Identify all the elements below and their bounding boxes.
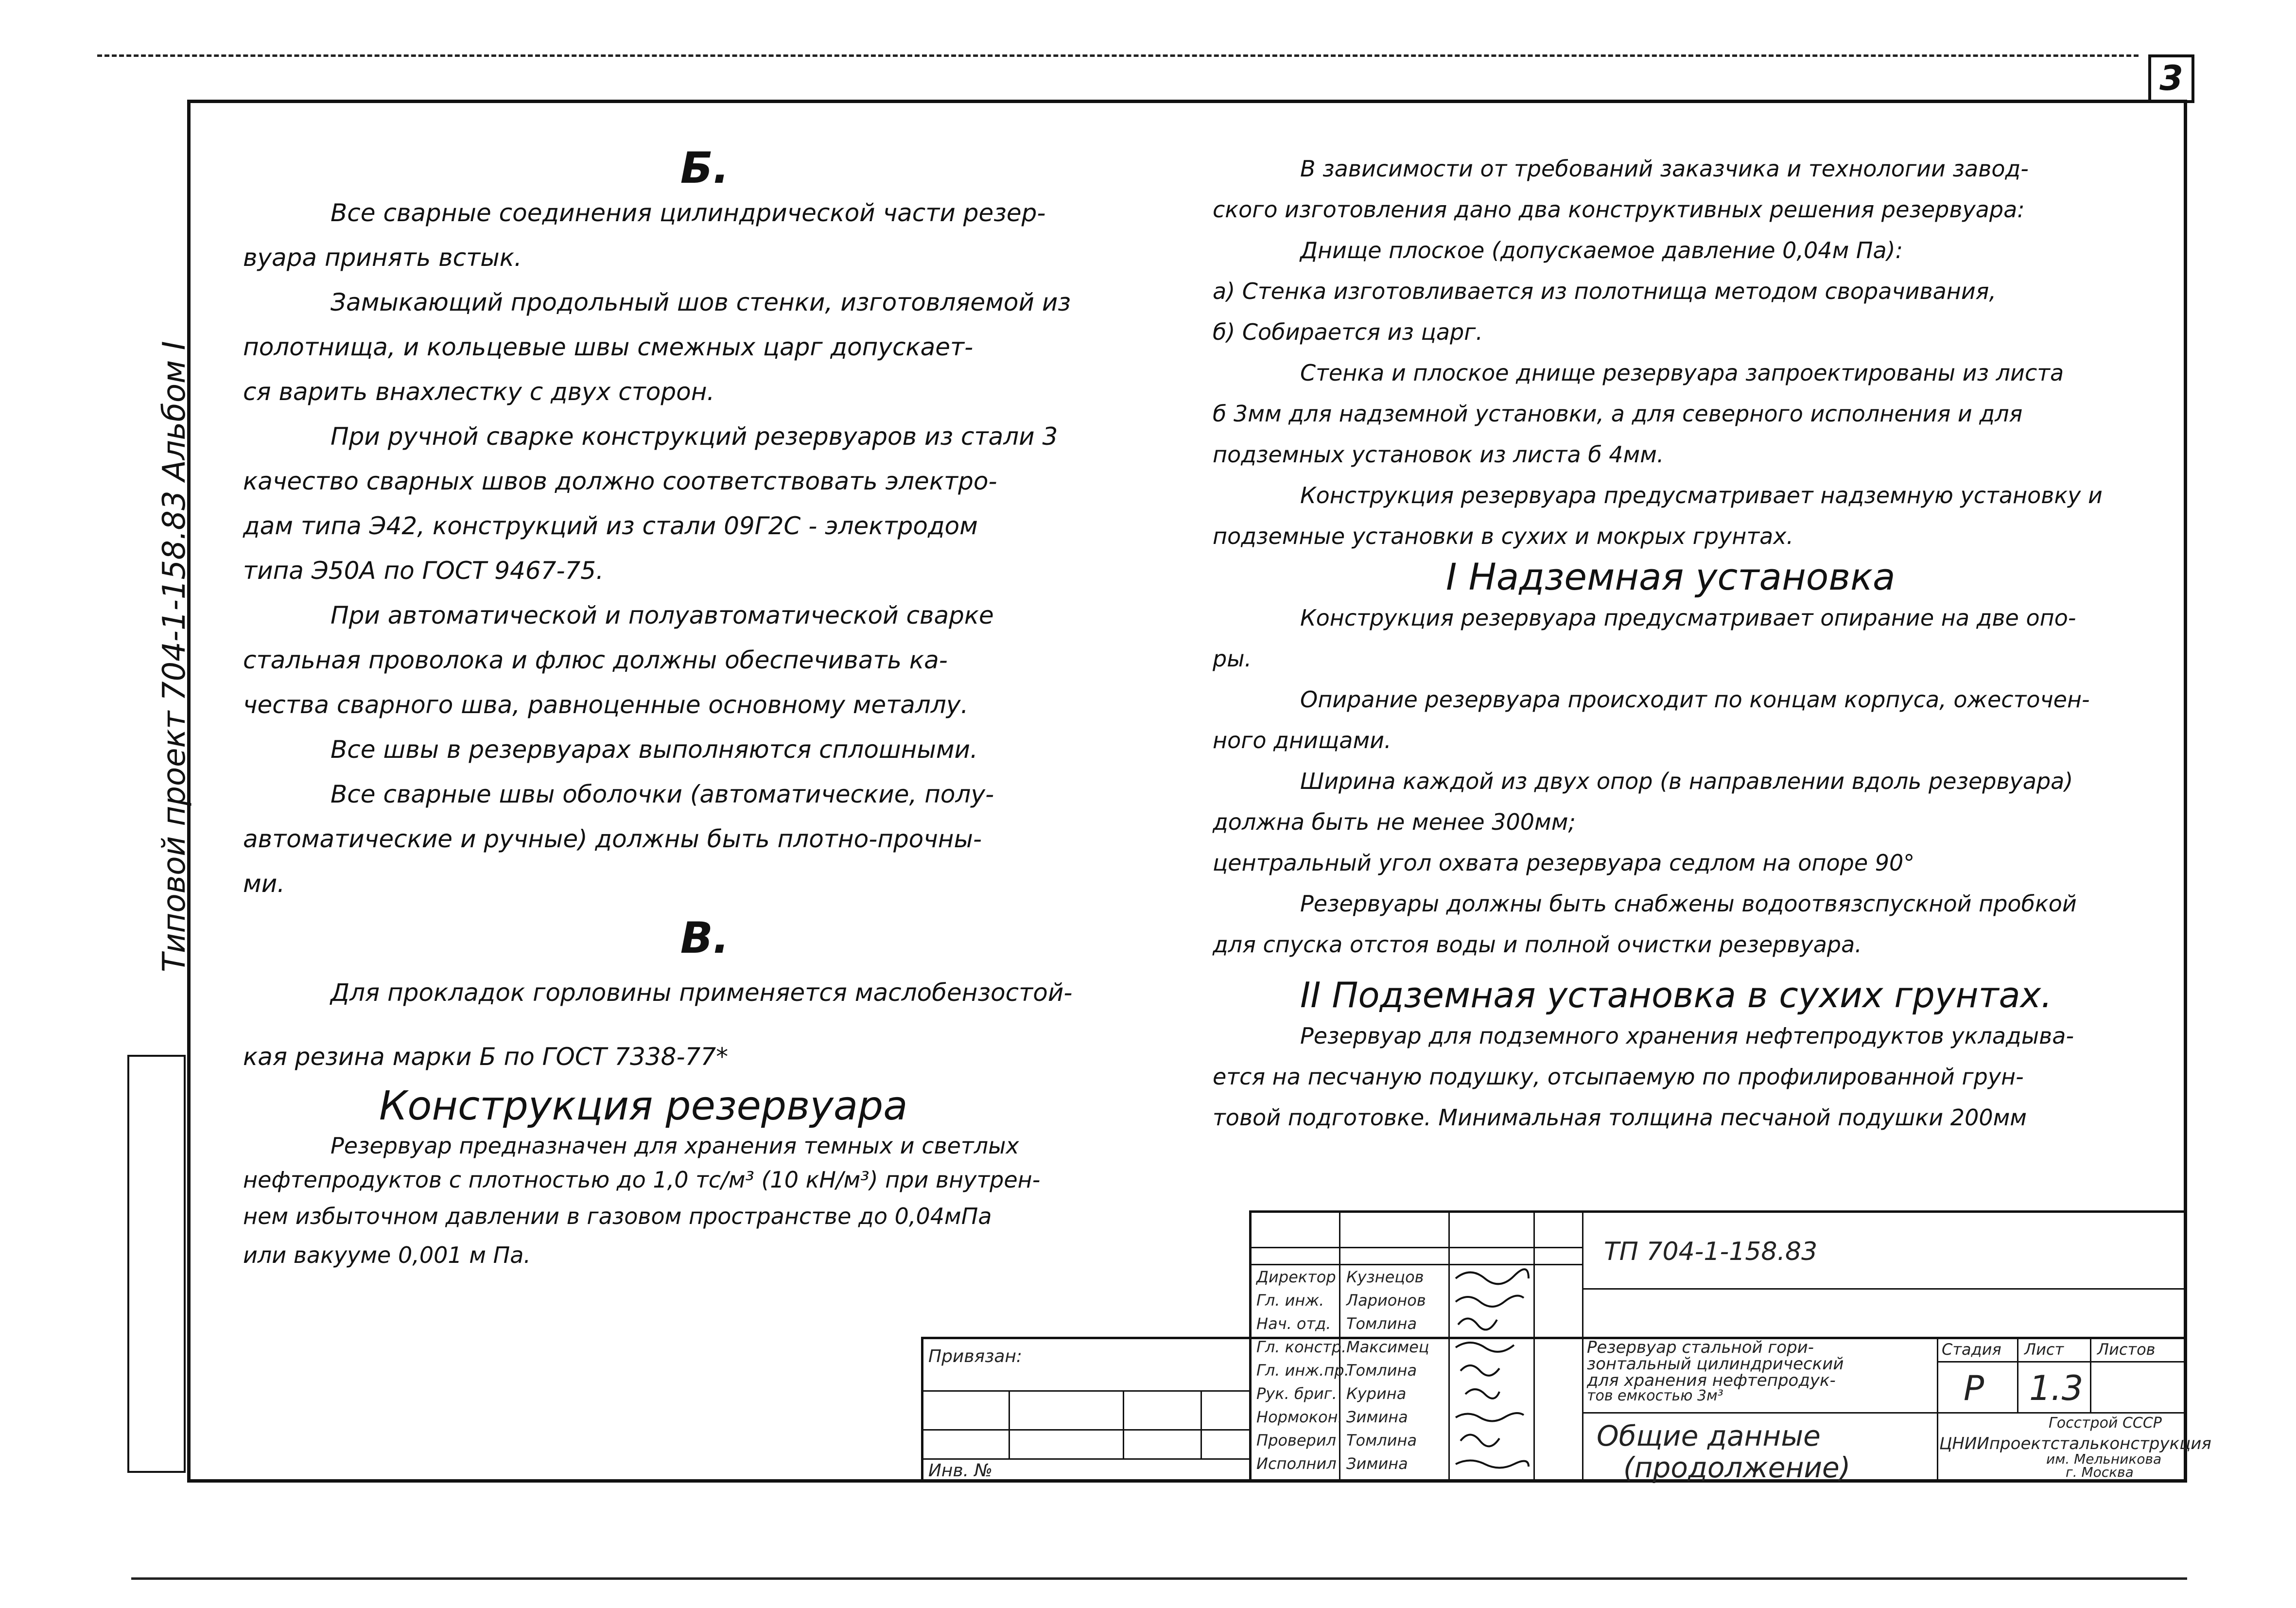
heading-above-ground: I Надземная установка — [1446, 555, 1896, 598]
grid-line — [1200, 1390, 1202, 1458]
stage-label: Стадия — [1942, 1340, 2001, 1359]
description-line: тов емкостью 3м³ — [1587, 1387, 1723, 1404]
org-line: ЦНИИпроектстальконструкция — [1939, 1434, 2211, 1453]
text-line: Конструкция резервуара предусматривает опирание на две опо- — [1300, 605, 2076, 631]
sheets-label: Листов — [2097, 1340, 2156, 1359]
grid-line — [1582, 1412, 2187, 1414]
text-line: Все сварные соединения цилиндрической части резер- — [330, 199, 1046, 227]
text-line: подземных установок из листа б 4мм. — [1213, 441, 1664, 468]
grid-line — [921, 1429, 1249, 1431]
role: Исполнил — [1256, 1454, 1337, 1473]
text-line: б) Собирается из царг. — [1213, 319, 1483, 345]
description-line: для хранения нефтепродук- — [1587, 1371, 1836, 1390]
heading-underground-dry: II Подземная установка в сухих грунтах. — [1300, 975, 2052, 1015]
text-line: При ручной сварке конструкций резервуаров из стали 3 — [330, 422, 1058, 451]
text-line: вуара принять встык. — [243, 244, 522, 272]
name: Томлина — [1346, 1361, 1417, 1380]
description-line: Резервуар стальной гори- — [1587, 1338, 1814, 1357]
grid-line — [1249, 1264, 1582, 1265]
grid-line — [921, 1390, 1249, 1392]
org-line: г. Москва — [2066, 1464, 2134, 1480]
grid-line — [1937, 1337, 1938, 1483]
right-column — [1213, 148, 2136, 1138]
inv-label: Инв. № — [928, 1461, 993, 1481]
text-line: типа Э50А по ГОСТ 9467-75. — [243, 557, 604, 585]
text-line: а) Стенка изготовливается из полотнища методом сворачивания, — [1213, 278, 1997, 304]
role: Нач. отд. — [1256, 1314, 1331, 1333]
sheet-title-line: Общие данные — [1597, 1419, 1821, 1452]
text-line: центральный угол охвата резервуара седлом на опоре 90° — [1213, 850, 1915, 876]
name: Томлина — [1346, 1431, 1417, 1450]
text-line: ми. — [243, 870, 285, 898]
text-line: нефтепродуктов с плотностью до 1,0 тс/м³ (10 кН/м³) при внутрен- — [243, 1167, 1041, 1193]
grid-line — [1123, 1390, 1124, 1458]
role: Рук. бриг. — [1256, 1384, 1337, 1403]
org-line: им. Мельникова — [2046, 1451, 2162, 1467]
text-line: подземные установки в сухих и мокрых грунтах. — [1213, 523, 1794, 549]
text-line: При автоматической и полуавтоматической сварке — [330, 601, 994, 629]
name: Томлина — [1346, 1314, 1417, 1333]
grid-line — [1448, 1210, 1450, 1483]
text-line: Ширина каждой из двух опор (в направлении вдоль резервуара) — [1300, 768, 2073, 794]
text-line: б 3мм для надземной установки, а для северного исполнения и для — [1213, 401, 2023, 427]
role: Гл. констр. — [1256, 1338, 1347, 1356]
role: Проверил — [1256, 1431, 1337, 1450]
text-line: Стенка и плоское днище резервуара запроектированы из листа — [1300, 360, 2064, 386]
side-stamp-box — [127, 1055, 186, 1473]
grid-line — [2090, 1337, 2091, 1412]
grid-line — [2017, 1337, 2018, 1412]
text-line: товой подготовке. Минимальная толщина песчаной подушки 200мм — [1213, 1104, 2027, 1131]
description-line: зонтальный цилиндрический — [1587, 1354, 1844, 1374]
text-line: Опирание резервуара происходит по концам корпуса, ожесточен- — [1300, 686, 2090, 713]
sheet-label: Лист — [2024, 1340, 2064, 1359]
role: Директор — [1256, 1268, 1336, 1286]
text-line: ного днищами. — [1213, 727, 1392, 753]
text-line: нем избыточном давлении в газовом пространстве до 0,04мПа — [243, 1203, 992, 1229]
grid-line — [1249, 1247, 1582, 1248]
text-line: ского изготовления дано два конструктивных решения резервуара: — [1213, 196, 2025, 223]
name: Курина — [1346, 1384, 1407, 1403]
text-line: стальная проволока и флюс должны обеспечивать ка- — [243, 646, 948, 674]
text-line: Резервуары должны быть снабжены водоотвязспускной пробкой — [1300, 891, 2077, 917]
text-line: Резервуар предназначен для хранения темных и светлых — [330, 1133, 1019, 1159]
text-line: или вакууме 0,001 м Па. — [243, 1242, 531, 1268]
side-label-album: Альбом I — [157, 341, 192, 481]
text-line: Замыкающий продольный шов стенки, изготовляемой из — [330, 288, 1071, 316]
role: Гл. инж.пр. — [1256, 1361, 1349, 1380]
stage-value: Р — [1964, 1368, 1984, 1408]
text-line: В зависимости от требований заказчика и технологии завод- — [1300, 156, 2029, 182]
name: Ларионов — [1346, 1291, 1426, 1310]
grid-line — [1009, 1390, 1010, 1458]
side-label-project: Типовой проект 704-1-158.83 — [157, 490, 192, 972]
signatures-icon — [1451, 1264, 1531, 1483]
text-line: качество сварных швов должно соответствовать электро- — [243, 467, 997, 495]
text-line: кая резина марки Б по ГОСТ 7338-77* — [243, 1043, 729, 1071]
text-line: чества сварного шва, равноценные основному металлу. — [243, 691, 969, 719]
text-line: Резервуар для подземного хранения нефтепродуктов укладыва- — [1300, 1023, 2074, 1049]
name: Максимец — [1346, 1338, 1429, 1356]
grid-line — [1582, 1210, 1583, 1483]
text-line: автоматические и ручные) должны быть плотно-прочны- — [243, 825, 982, 853]
name: Кузнецов — [1346, 1268, 1424, 1286]
name: Зимина — [1346, 1408, 1408, 1426]
text-line: Конструкция резервуара предусматривает надземную установку и — [1300, 482, 2103, 508]
text-line: ся варить внахлестку с двух сторон. — [243, 378, 715, 406]
sheet-value: 1.3 — [2029, 1368, 2084, 1408]
text-line: Для прокладок горловины применяется маслобензостой- — [330, 979, 1073, 1007]
text-line: Все швы в резервуарах выполняются сплошными. — [330, 735, 978, 764]
project-code: ТП 704-1-158.83 — [1604, 1237, 1818, 1266]
text-line: дам типа Э42, конструкций из стали 09Г2С - электродом — [243, 512, 978, 540]
org-line: Госстрой СССР — [2049, 1415, 2162, 1432]
grid-line — [1937, 1361, 2187, 1363]
heading-construction: Конструкция резервуара — [379, 1083, 908, 1129]
left-column — [243, 143, 1166, 1275]
bottom-trim-line — [131, 1577, 2187, 1580]
grid-line — [1582, 1288, 2187, 1290]
heading-v: В. — [680, 913, 730, 963]
name: Зимина — [1346, 1454, 1408, 1473]
text-line: ры. — [1213, 646, 1252, 672]
text-line: полотнища, и кольцевые швы смежных царг допускает- — [243, 333, 974, 361]
text-line: Днище плоское (допускаемое давление 0,04м Па): — [1300, 237, 1903, 263]
text-line: ется на песчаную подушку, отсыпаемую по профилированной грун- — [1213, 1064, 2024, 1090]
grid-line — [921, 1458, 1249, 1460]
privyazan-label: Привязан: — [928, 1346, 1023, 1366]
role: Нормокон. — [1256, 1408, 1343, 1426]
text-line: должна быть не менее 300мм; — [1213, 809, 1576, 835]
grid-line — [1533, 1210, 1535, 1483]
page-number: 3 — [2148, 54, 2194, 103]
role: Гл. инж. — [1256, 1291, 1324, 1310]
top-trim-line — [97, 54, 2139, 60]
sheet-title-line: (продолжение) — [1623, 1451, 1851, 1484]
heading-b: Б. — [680, 143, 730, 193]
text-line: для спуска отстоя воды и полной очистки резервуара. — [1213, 931, 1862, 958]
text-line: Все сварные швы оболочки (автоматические, полу- — [330, 780, 994, 808]
